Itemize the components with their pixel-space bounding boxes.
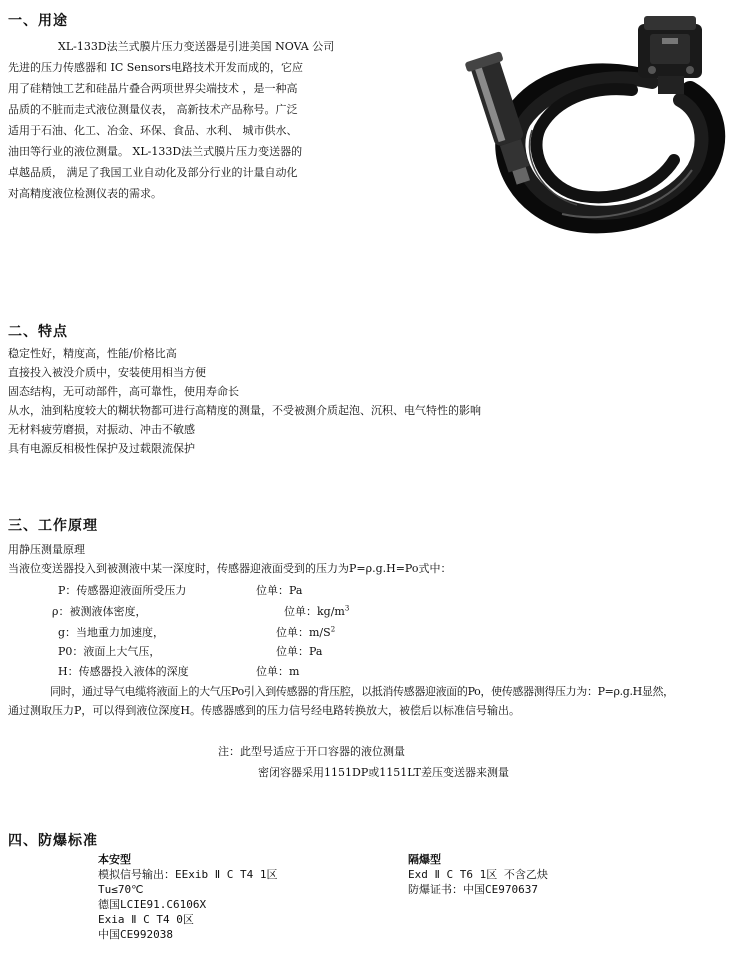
usage-line: 用了硅精蚀工艺和硅晶片叠合两项世界尖端技术 ，是一种高 xyxy=(8,82,298,95)
principle-formula: 当液位变送器投入到被测液中某一深度时，传感器迎液面受到的压力为P=ρ.g.H=Po式中： xyxy=(8,562,452,575)
usage-paragraph xyxy=(8,36,368,204)
principle-paragraph-2: 通过测取压力P，可以得到液位深度H。传感器感到的压力信号经电路转换放大，被偿后以标准信号输出。 xyxy=(8,704,520,717)
flameproof-line: Exd Ⅱ C T6 1区 不含乙炔 xyxy=(408,868,548,881)
unit-text: 位单：kg/m xyxy=(284,605,345,618)
features-list xyxy=(8,344,481,458)
usage-line: 卓越品质， 满足了我国工业自动化及部分行业的计量自动化 xyxy=(8,166,298,179)
feature-item: 稳定性好，精度高，性能/价格比高 xyxy=(8,347,177,360)
usage-line: 油田等行业的液位测量。 XL-133D法兰式膜片压力变送器的 xyxy=(8,145,303,158)
definition-unit: 位单：Pa xyxy=(276,645,323,658)
definition-term: P：传感器迎液面所受压力 xyxy=(58,584,187,597)
definition-term: g：当地重力加速度， xyxy=(58,626,165,639)
intrinsic-line: 模拟信号输出：EExib Ⅱ C T4 1区 xyxy=(98,868,278,881)
unit-text: 位单：m/S xyxy=(276,626,331,639)
usage-line: 对高精度液位检测仪表的需求。 xyxy=(8,187,162,200)
feature-item: 直接投入被没介质中，安装使用相当方便 xyxy=(8,366,206,379)
intrinsic-line: 德国LCIE91.C6106X xyxy=(98,898,207,911)
section-title-usage: 一、用途 xyxy=(8,13,68,29)
feature-item: 从水，油到粘度较大的糊状物都可进行高精度的测量，不受被测介质起泡、沉积、电气特性的影响 xyxy=(8,404,481,417)
definition-term: P0：液面上大气压， xyxy=(58,645,161,658)
definition-unit xyxy=(284,603,349,619)
intrinsic-safety-block xyxy=(98,852,278,942)
definition-term: H：传感器投入液体的深度 xyxy=(58,665,189,678)
feature-item: 无材料疲劳磨损，对振动、冲击不敏感 xyxy=(8,423,195,436)
principle-paragraph-1: 同时，通过导气电缆将液面上的大气压Po引入到传感器的背压腔，以抵消传感器迎液面的Po，使传感器测得压力为：P=ρ.g.H显然， xyxy=(50,685,674,698)
unit-superscript: 2 xyxy=(330,625,336,634)
flameproof-title: 隔爆型 xyxy=(408,853,441,866)
definition-unit: 位单：m xyxy=(256,665,300,678)
note-open-container: 注：此型号适应于开口容器的液位测量 xyxy=(218,745,405,758)
usage-line: 适用于石油、化工、冶金、环保、食品、水利、 城市供水、 xyxy=(8,124,298,137)
feature-item: 固态结构，无可动部件，高可靠性，使用寿命长 xyxy=(8,385,239,398)
intrinsic-line: Tu≤70℃ xyxy=(98,883,144,896)
intrinsic-safety-title: 本安型 xyxy=(98,853,131,866)
section-title-explosion-proof: 四、防爆标准 xyxy=(8,833,98,849)
feature-item: 具有电源反相极性保护及过载限流保护 xyxy=(8,442,195,455)
usage-line: XL-133D法兰式膜片压力变送器是引进美国 NOVA 公司 xyxy=(58,40,335,53)
intrinsic-line: Exia Ⅱ C T4 0区 xyxy=(98,913,194,926)
principle-intro: 用静压测量原理 xyxy=(8,543,85,556)
section-title-principle: 三、工作原理 xyxy=(8,518,98,534)
transmitter-product-image xyxy=(462,10,742,242)
usage-line: 品质的不脏而走式液位测量仪表， 高新技术产品称号。广泛 xyxy=(8,103,298,116)
definition-unit: 位单：Pa xyxy=(256,584,303,597)
definition-unit xyxy=(276,624,335,640)
flameproof-line: 防爆证书：中国CE970637 xyxy=(408,883,538,896)
section-title-features: 二、特点 xyxy=(8,324,68,340)
flameproof-block xyxy=(408,852,548,897)
note-closed-container: 密闭容器采用1151DP或1151LT差压变送器来测量 xyxy=(258,766,509,779)
unit-superscript: 3 xyxy=(344,604,350,613)
usage-line: 先进的压力传感器和 IC Sensors电路技术开发而成的，它应 xyxy=(8,61,304,74)
intrinsic-line: 中国CE992038 xyxy=(98,928,173,941)
definition-term: ρ：被测液体密度， xyxy=(52,605,147,618)
